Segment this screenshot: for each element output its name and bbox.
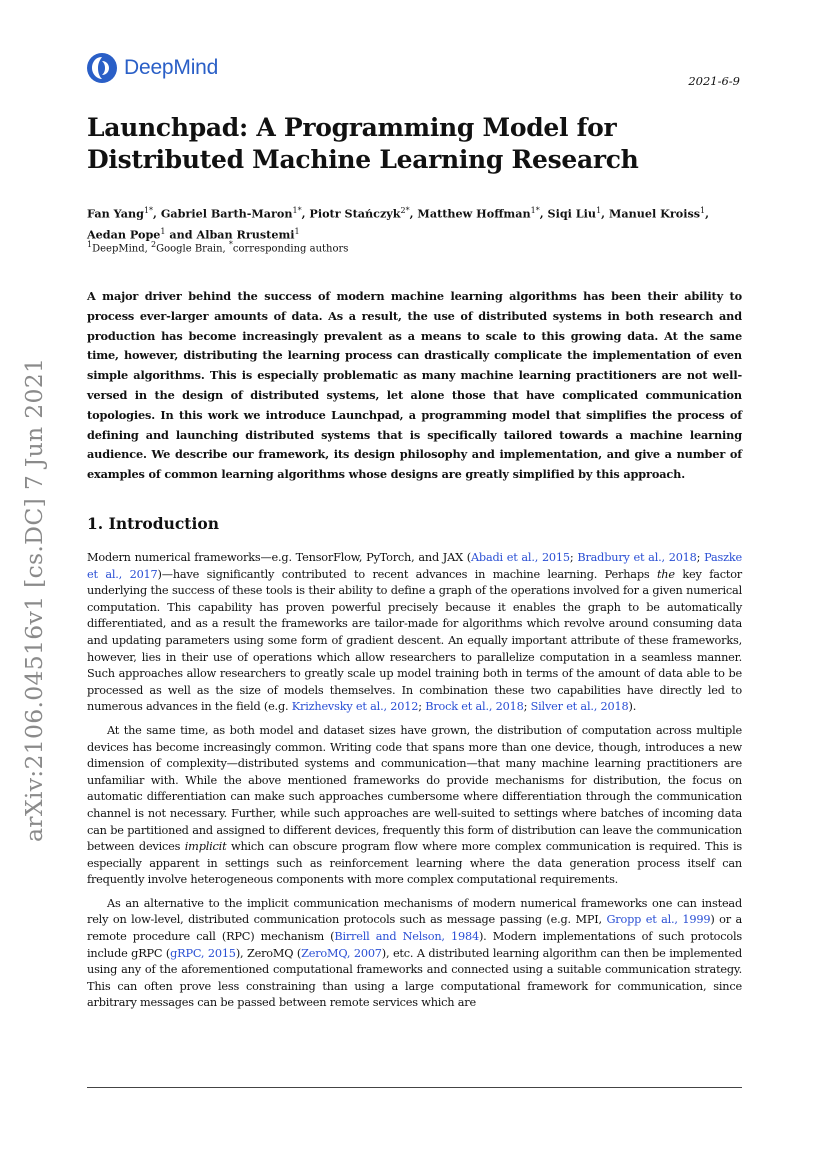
arxiv-stamp: arXiv:2106.04516v1 [cs.DC] 7 Jun 2021 [20, 357, 48, 842]
body-text [87, 550, 742, 1019]
citation-link[interactable]: Abadi et al., 2015 [470, 551, 570, 564]
emphasis-text: implicit [184, 840, 227, 854]
affiliations: $^1$DeepMind, $^2$Google Brain, *corresponding authors [87, 240, 349, 255]
citation-link[interactable]: Bradbury et al., 2018 [577, 551, 697, 564]
deepmind-logo [86, 52, 218, 84]
paragraph-text: )—have significantly contributed to recent advances in machine learning. Perhaps [157, 567, 657, 581]
author-list: Fan Yang$^{1*}$, Gabriel Barth-Maron$^{1*}$, Piotr Stańczyk$^{2*}$, Matthew Hoffman$^{1*}$, Siqi Liu$^1$, Manuel Kroiss$^1$, Aedan Pope$^1$ and Alban Rrustemi$^1$ [87, 206, 710, 242]
paragraph-3 [87, 896, 742, 1012]
citation-link[interactable]: Brock et al., 2018 [425, 700, 524, 714]
page-footer-rule [87, 1087, 742, 1088]
paragraph-2 [87, 723, 742, 889]
paragraph-1 [87, 550, 742, 716]
paragraph-text: As an alternative to the implicit communication mechanisms of modern numerical frameworks one can instead rely on low-level, distributed communication protocols such as message passing (e.g. MPI, [87, 896, 742, 927]
citation-link[interactable]: Silver et al., 2018 [530, 700, 629, 714]
paragraph-text: ; [418, 700, 426, 714]
logo-wordmark: DeepMind [124, 56, 219, 79]
paragraph-text: ). Modern implementations of such protocols include gRPC ( [87, 930, 742, 960]
section-title: 1. Introduction [87, 514, 219, 533]
citation-link[interactable]: Birrell and Nelson, 1984 [334, 930, 479, 944]
paper-title: Launchpad: A Programming Model for Distributed Machine Learning Research [87, 113, 639, 174]
paragraph-text: At the same time, as both model and dataset sizes have grown, the distribution of computation across multiple devices has become increasingly common. Writing code that spans more than one device, though, introduces a new dimension of complexity—distributed systems and communication—that many machine learning practitioners are unfamiliar with. While the above mentioned frameworks do provide mechanisms for distribution, the focus on automatic differentiation can make such approaches cumbersome where differentiation through the communication channel is not necessary. Further, while such approaches are well-suited to settings where batches of incoming data can be partitioned and assigned to different devices, frequently this form of distribution can leave the communication between devices [87, 723, 742, 854]
paragraph-text: ) or a remote procedure call (RPC) mechanism ( [87, 913, 743, 944]
paragraph-text: Modern numerical frameworks—e.g. TensorFlow, PyTorch, and JAX ( [87, 551, 471, 564]
emphasis-text: the [656, 567, 675, 581]
citation-link[interactable]: Gropp et al., 1999 [606, 913, 711, 927]
paragraph-text: ; [569, 551, 578, 564]
citation-link[interactable]: Paszke et al., 2017 [87, 551, 743, 581]
paragraph-text: ; [523, 700, 531, 714]
paragraph-text: key factor underlying the success of these tools is their ability to define a graph of the operations involved for a given numerical computation. This capability has proven powerful precisely because it enables the graph to be automatically differentiated, and as a result the frameworks are tailor-made for algorithms which revolve around consuming data and updating parameters using some form of gradient descent. An equally important attribute of these frameworks, however, lies in their use of operations which allow researchers to parallelize computation in a seamless manner. Such approaches allow researchers to greatly scale up model training both in terms of the amount of data able to be processed as well as the size of models themselves. In combination these two capabilities have directly led to numerous advances in the field (e.g. [87, 567, 743, 714]
paragraph-text: ), ZeroMQ ( [235, 946, 302, 960]
citation-link[interactable]: gRPC, 2015 [170, 946, 236, 960]
paragraph-text: which can obscure program flow where more complex communication is required. This is especially apparent in settings such as reinforcement learning where the data generation process itself can frequently involve heterogeneous components with more complex computational requirements. [87, 840, 742, 887]
paragraph-text: ), etc. A distributed learning algorithm can then be implemented using any of the aforementioned computational frameworks and connected using a suitable communication strategy. This can often prove less constraining than using a large computational framework for communication, since arbitrary messages can be passed between remote services which are [87, 946, 743, 1010]
citation-link[interactable]: Krizhevsky et al., 2012 [291, 700, 419, 714]
paragraph-text: ). [628, 700, 637, 714]
paragraph-text: ; [696, 551, 705, 564]
citation-link[interactable]: ZeroMQ, 2007 [301, 946, 382, 960]
abstract: A major driver behind the success of modern machine learning algorithms has been their ability to process ever-larger amounts of data. As a result, the use of distributed systems in both research and production has become increasingly prevalent as a means to scale to this growing data. At the same time, however, distributing the learning process can drastically complicate the implementation of even simple algorithms. This is especially problematic as many machine learning practitioners are not well-versed in the design of distributed systems, let alone those that have complicated communication topologies. In this work we introduce Launchpad, a programming model that simplifies the process of defining and launching distributed systems that is specifically tailored towards a machine learning audience. We describe our framework, its design philosophy and implementation, and give a number of examples of common learning algorithms whose designs are greatly simplified by this approach. [87, 289, 742, 482]
deepmind-logo-icon [86, 52, 118, 84]
publication-date: 2021-6-9 [688, 74, 740, 88]
